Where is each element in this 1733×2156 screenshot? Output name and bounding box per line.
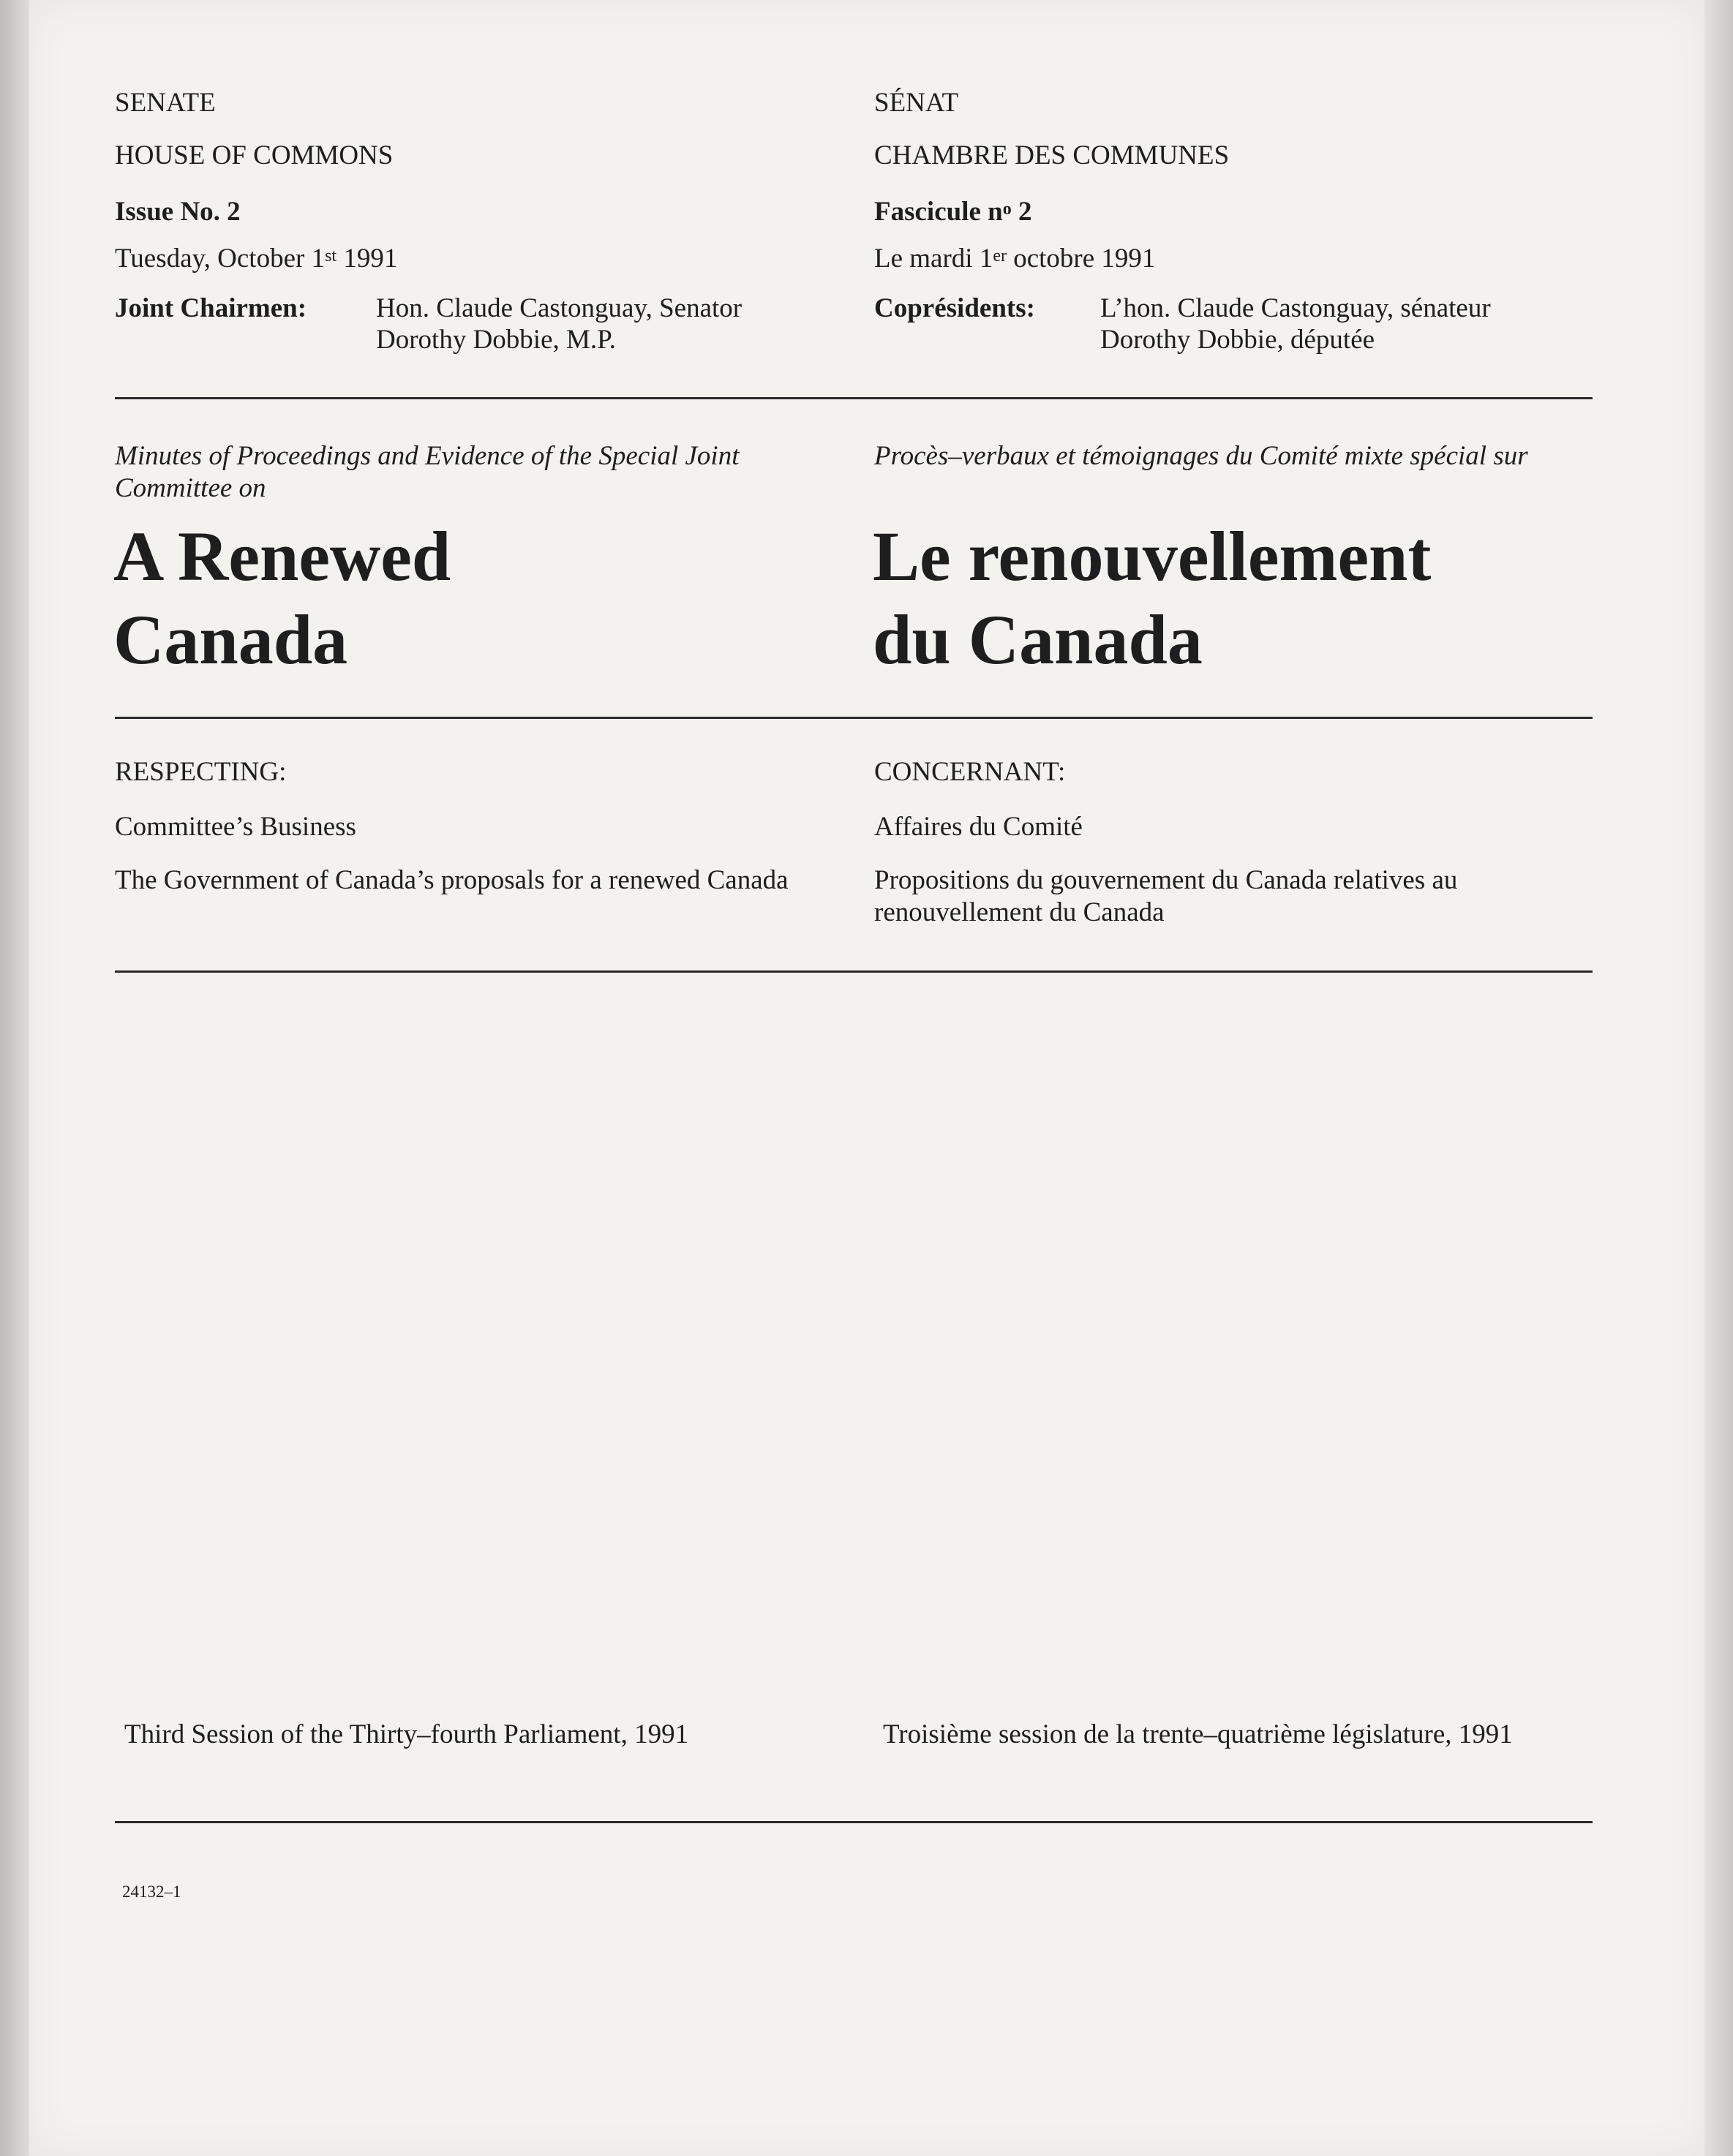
- session-fr: Troisième session de la trente–quatrième législature, 1991: [883, 1719, 1513, 1749]
- proces-verbaux-intro: Procès–verbaux et témoignages du Comité mixte spécial sur: [874, 441, 1528, 471]
- respecting-item-1: Committee’s Business: [115, 812, 356, 842]
- chairman-2: Dorothy Dobbie, M.P.: [376, 325, 616, 355]
- divider-3: [115, 970, 1593, 973]
- document-code: 24132–1: [122, 1882, 181, 1901]
- copresidents-label: Coprésidents:: [874, 293, 1035, 323]
- copresident-1: L’hon. Claude Castonguay, sénateur: [1100, 293, 1491, 323]
- senat-label: SÉNAT: [874, 88, 959, 118]
- senate-label: SENATE: [115, 88, 216, 118]
- concernant-item-2: Propositions du gouvernement du Canada relatives au renouvellement du Canada: [874, 865, 1458, 927]
- divider-1: [115, 397, 1593, 399]
- titre-ligne-1: Le renouvellement: [873, 517, 1432, 595]
- concernant-item-1: Affaires du Comité: [874, 812, 1083, 842]
- session-en: Third Session of the Thirty–fourth Parliament, 1991: [124, 1719, 689, 1749]
- joint-chairmen-label: Joint Chairmen:: [115, 293, 307, 323]
- page-left-edge: [0, 0, 29, 2156]
- issue-date: Tuesday, October 1st 1991: [115, 244, 398, 274]
- title-line-1: A Renewed: [113, 517, 451, 595]
- concernant-label: CONCERNANT:: [874, 757, 1066, 787]
- copresident-2: Dorothy Dobbie, députée: [1100, 325, 1375, 355]
- house-of-commons-label: HOUSE OF COMMONS: [115, 140, 394, 170]
- chairman-1: Hon. Claude Castonguay, Senator: [376, 293, 743, 323]
- fascicule-number: Fascicule $n^o$ 2: [874, 197, 1032, 227]
- divider-4: [115, 1821, 1593, 1823]
- respecting-label: RESPECTING:: [115, 757, 287, 787]
- titre-ligne-2: du Canada: [873, 600, 1203, 679]
- chambre-des-communes-label: CHAMBRE DES COMMUNES: [874, 140, 1230, 170]
- page-right-edge: [1704, 0, 1733, 2156]
- divider-2: [115, 717, 1593, 719]
- issue-number: Issue No. 2: [115, 197, 241, 227]
- title-line-2: Canada: [113, 600, 348, 679]
- respecting-item-2: The Government of Canada’s proposals for a renewed Canada: [115, 865, 789, 895]
- fascicule-date: Le mardi 1er octobre 1991: [874, 244, 1156, 274]
- minutes-intro: Minutes of Proceedings and Evidence of the Special Joint Committee on: [115, 441, 740, 503]
